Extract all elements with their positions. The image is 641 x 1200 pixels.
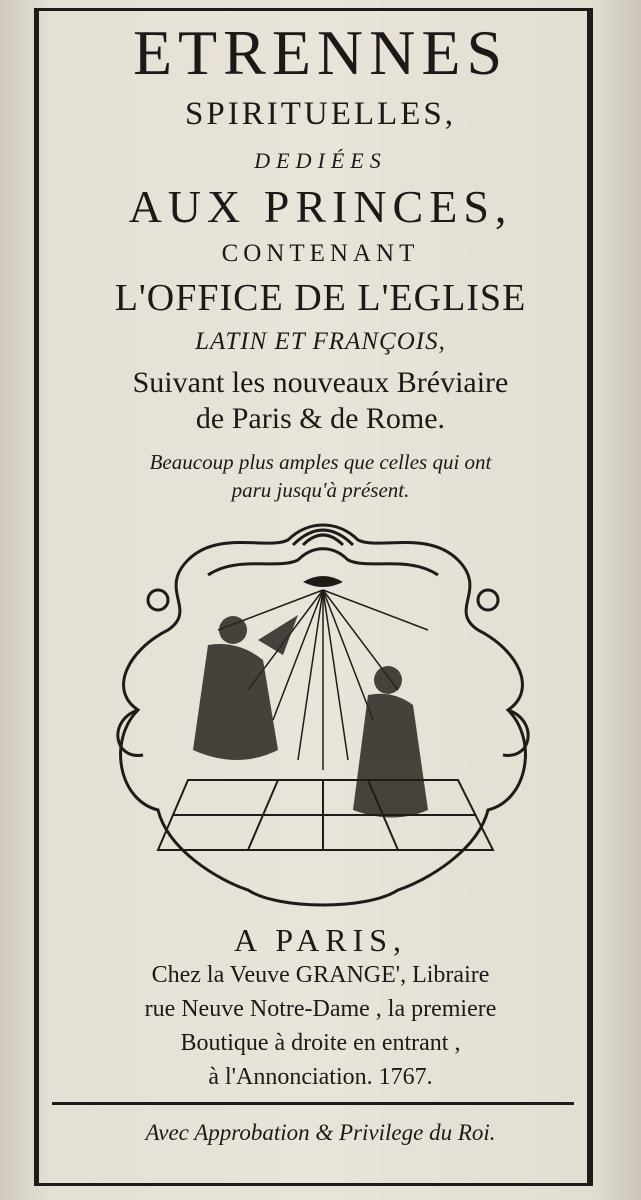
- title-suivant: Suivant les nouveaux Bréviaire: [132, 366, 509, 399]
- imprint-shop: Boutique à droite en entrant ,: [180, 1030, 461, 1056]
- title-etrennes: ETRENNES: [132, 17, 509, 88]
- title-office: L'OFFICE DE L'EGLISE: [114, 277, 527, 319]
- subtitle-paru: paru jusqu'à présent.: [231, 478, 410, 502]
- imprint-sign-date: à l'Annonciation. 1767.: [208, 1064, 433, 1090]
- title-dediees: DEDIÉES: [254, 148, 387, 173]
- title-spirituelles: SPIRITUELLES,: [185, 96, 456, 132]
- title-latin-francois: LATIN ET FRANÇOIS,: [195, 328, 446, 355]
- imprint-city: A PARIS,: [233, 922, 408, 958]
- title-aux-princes: AUX PRINCES,: [128, 181, 513, 232]
- privilege-line: Avec Approbation & Privilege du Roi.: [145, 1120, 496, 1145]
- title-contenant: CONTENANT: [221, 240, 420, 267]
- imprint-publisher: Chez la Veuve GRANGE', Libraire: [151, 962, 490, 988]
- title-paris-rome: de Paris & de Rome.: [195, 402, 446, 435]
- subtitle-beaucoup: Beaucoup plus amples que celles qui ont: [149, 450, 492, 474]
- imprint-street: rue Neuve Notre-Dame , la premiere: [144, 996, 497, 1022]
- footer-rule: [52, 1102, 574, 1105]
- annunciation-vignette: [98, 520, 548, 920]
